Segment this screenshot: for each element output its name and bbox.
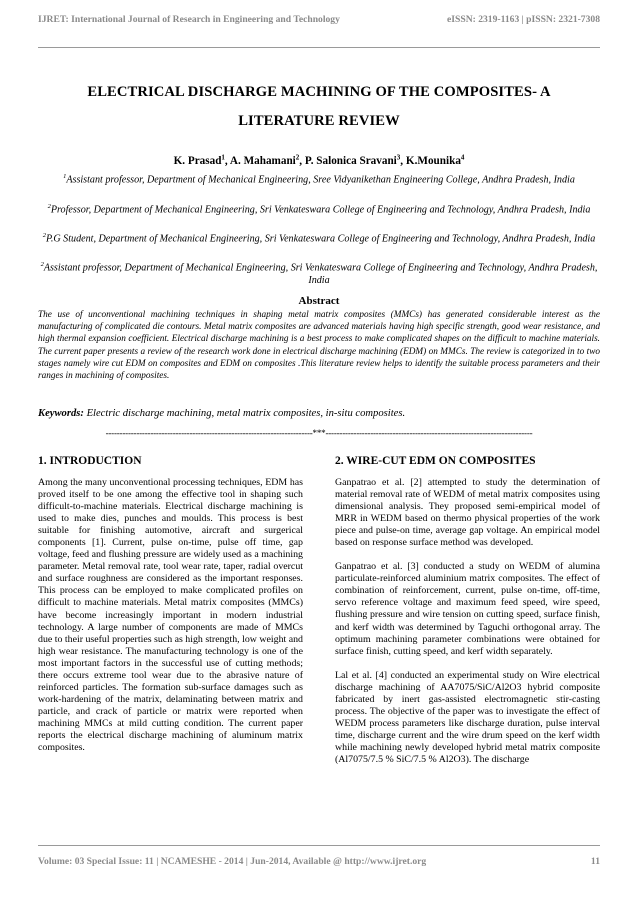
header-rule [38, 47, 600, 48]
author: K. Prasad$^1$, [173, 153, 230, 167]
right-column [335, 455, 600, 778]
section-heading: 1. INTRODUCTION [38, 455, 142, 467]
affiliation: $^2$Professor, Department of Mechanical Engineering, Sri Venkateswara College of Engineering and Technology, Andhra Pradesh, India [47, 203, 591, 216]
affiliation: $^1$Assistant professor, Department of Mechanical Engineering, Sree Vidyanikethan Engineering College, Andhra Pradesh, India [63, 173, 575, 186]
keywords-text: Electric discharge machining, metal matrix composites, in-situ composites. [86, 408, 406, 419]
paragraph: Lal et al. [4] conducted an experimental study on Wire electrical discharge machining of AA7075/SiC/Al2O3 hybrid composite fabricated by inert gas-assisted electromagnetic stir-casting process. The objective of the paper was to investigate the effect of WEDM process parameters like discharge duration, pulse interval time, discharge current and the wire drum speed on the kerf width while machining newly developed hybrid metal matrix composite (Al7075/7.5 % SiC/7.5 % Al2O3). The discharge [335, 669, 600, 765]
affiliation: $^2$Assistant professor, Department of Mechanical Engineering, Sri Venkateswara College of Engineering and Technology, Andhra Pradesh, India [40, 261, 598, 287]
issn: eISSN: 2319-1163 | pISSN: 2321-7308 [447, 14, 600, 25]
keywords-label: Keywords: [38, 408, 84, 419]
page-header [38, 14, 600, 28]
journal-name: IJRET: International Journal of Research in Engineering and Technology [38, 14, 340, 25]
volume-info: Volume: 03 Special Issue: 11 | NCAMESHE - 2014 | Jun-2014, Available @ http://www.ijret.org [38, 856, 427, 867]
affiliation: $^2$P.G Student, Department of Mechanical Engineering, Sri Venkateswara College of Engineering and Technology, Andhra Pradesh, India [42, 232, 596, 245]
page-number: 11 [590, 856, 600, 867]
author: K.Mounika$^4$ [405, 153, 465, 167]
page-footer [38, 856, 600, 870]
author: A. Mahamani$^2$, [229, 153, 305, 167]
author-list [38, 153, 600, 167]
paragraph: Among the many unconventional processing techniques, EDM has proved itself to be one among the effective tool in shaping such difficult-to-machine materials. Electrical discharge machining is used to make dies, punches and moulds. This process is best suitable for finishing automotive, aircraft and surgerical components [1]. Current, pulse on-time, pulse off time, gap voltage, feed and flushing pressure are widely used as a machining parameter. Metal removal rate, tool wear rate, taper, radial overcut and surface roughness are considered as the important responses. This process can be employed to make complicated profiles on difficult to machine materials. Metal matrix composites (MMCs) have become increasingly important in modern industrial technology. A large number of components are made of MMCs due to their useful properties such as high strength, low weight and high wear resistance. The manufacturing technology is one of the most important factors in the successful use of cutting methods; there occurs extreme tool wear due to the abrasive nature of reinforced particles. The formation sub-surface damages such as work-hardening of the matrix, delaminating between matrix and particle, and crack of particle or matrix were reported when machining MMCs at mild cutting condition. The current paper reports the electrical discharge machining of aluminum matrix composites. [38, 477, 303, 754]
section-heading: 2. WIRE-CUT EDM ON COMPOSITES [335, 455, 536, 467]
paragraph: Ganpatrao et al. [2] attempted to study the determination of material removal rate of WEDM of metal matrix composites using dimensional analysis. They proposed semi-empirical model of MRR in WEDM based on thermo physical properties of the work piece and pulse-on time, average gap voltage. An empirical model based on response surface method was developed. [335, 477, 600, 549]
abstract-heading: Abstract [298, 295, 340, 307]
section-separator: --------------------------------------------------------------------------***-------------------------------------------------------------------------- [105, 428, 533, 438]
footer-rule [38, 845, 600, 846]
left-column [38, 455, 303, 766]
author: P. Salonica Sravani$^3$, [304, 153, 406, 167]
paper-title: ELECTRICAL DISCHARGE MACHINING OF THE COMPOSITES- A LITERATURE REVIEW [87, 84, 551, 129]
abstract-text: The use of unconventional machining techniques in shaping metal matrix composites (MMCs) has generated considerable interest as the manufacturing of complicated die contours. Metal matrix composites are advanced materials having high specific strength, good wear resistance, and high thermal expansion coefficient. Electrical discharge machining is a best process to make complicated shapes on the difficult to machine materials. The current paper presents a review of the research work done in electrical discharge machining (EDM) on MMCs. The review is categorized in to two stages namely wire cut EDM on composites and EDM on composites .This literature review helps to identify the suitable process parameters and their ranges in machining of composites. [38, 310, 600, 382]
paragraph: Ganpatrao et al. [3] conducted a study on WEDM of alumina particulate-reinforced aluminium matrix composites. The effect of combination of reinforcement, current, pulse on-time, off-time, servo reference voltage and maximum feed speed, wire speed, flushing pressure and wire tension on cutting speed, surface finish, and kerf width was determined by Taguchi orthogonal array. The optimum machining parameter combinations were obtained for surface finish, cutting speed, and kerf width separately. [335, 561, 600, 657]
keywords [38, 408, 600, 419]
